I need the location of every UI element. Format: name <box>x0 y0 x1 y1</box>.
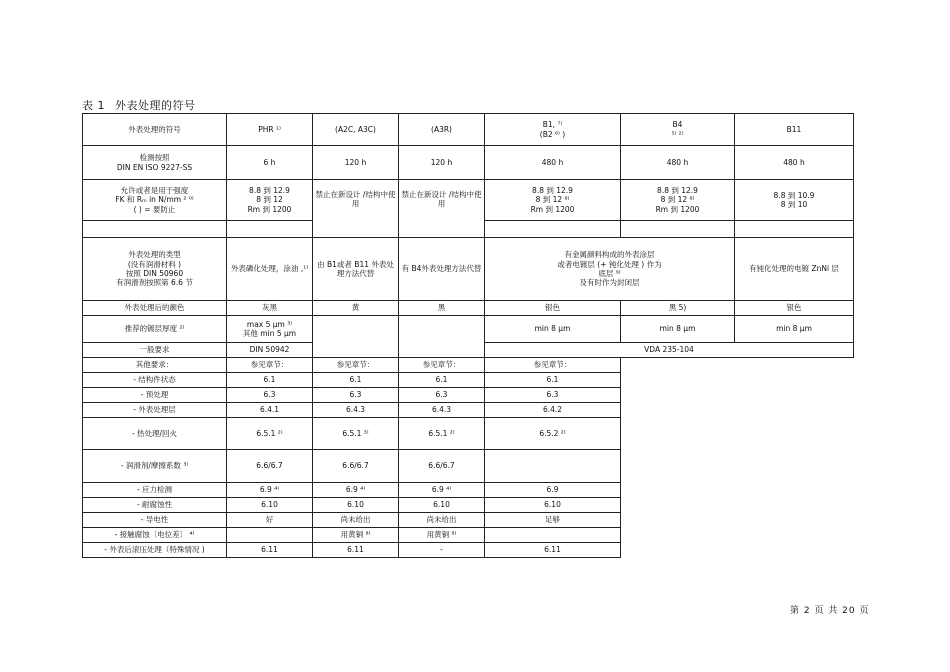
row-cell-c5: 用黄铜 ⁸⁾ <box>399 528 485 543</box>
row-cell-c6 <box>485 528 621 543</box>
thickness-phr: max 5 μm ³⁾ 其他 min 5 μm <box>227 316 313 343</box>
type-label: 外表处理的类型 (没有润滑材料 ) 按照 DIN 50960 有润滑剂按照第 6.6 节 <box>83 238 227 301</box>
table-row <box>83 498 854 513</box>
row-cell-c5: 6.3 <box>399 388 485 403</box>
row-cell-c6: 6.4.2 <box>485 403 621 418</box>
color-phr: 灰黑 <box>227 301 313 316</box>
row-cell-c4: 6.1 <box>313 373 399 388</box>
type-b1-b4: 有金属颜料构成的外表涂层 或者电镀层 (+ 钝化处理 ) 作为 底层 ⁹⁾ 及有时作为封闭层 <box>485 238 735 301</box>
thickness-b11: min 8 μm <box>735 316 854 343</box>
row-label: - 热处理/回火 <box>83 418 227 450</box>
row-cell-c1: 参见章节： <box>227 358 313 373</box>
test-a3r: 120 h <box>399 146 485 180</box>
row-cell-c5: 6.10 <box>399 498 485 513</box>
row-cell-c4: 6.4.3 <box>313 403 399 418</box>
header-b11: B11 <box>735 114 854 146</box>
row-label: - 润滑剂/摩擦系数 ³⁾ <box>83 450 227 483</box>
row-cell-c1: 6.5.1 ²⁾ <box>227 418 313 450</box>
row-label: - 外表处理层 <box>83 403 227 418</box>
surface-treatment-table <box>82 113 854 558</box>
row-cell-c1: 6.11 <box>227 543 313 558</box>
row-cell-c5: 参见章节： <box>399 358 485 373</box>
row-cell-c6: 参见章节： <box>485 358 621 373</box>
row-cell-c4: 6.5.1 ³⁾ <box>313 418 399 450</box>
row-cell-c1: 6.6/6.7 <box>227 450 313 483</box>
row-cell-c4: 6.3 <box>313 388 399 403</box>
general-label: 一般要求 <box>83 343 227 358</box>
row-cell-c6 <box>485 450 621 483</box>
row-cell-c1: 好 <box>227 513 313 528</box>
type-a2c: 由 B1或者 B11 外表处理方法代替 <box>313 238 399 301</box>
table-row <box>83 513 854 528</box>
header-b4: B4 ⁵⁾ ²⁾ <box>621 114 735 146</box>
header-phr: PHR ¹⁾ <box>227 114 313 146</box>
table-caption: 外表处理的符号 <box>115 99 196 112</box>
row-cell-c6: 足够 <box>485 513 621 528</box>
strength-a3r: 禁止在新设计 /结构中使用 <box>399 180 485 238</box>
row-cell-c4: 6.11 <box>313 543 399 558</box>
row-cell-c5: 6.4.3 <box>399 403 485 418</box>
strength-b4: 8.8 到 12.9 8 到 12 ⁸⁾ Rm 到 1200 <box>621 180 735 221</box>
row-cell-c1: 6.10 <box>227 498 313 513</box>
row-cell-c5: - <box>399 543 485 558</box>
color-a3r: 黑 <box>399 301 485 316</box>
table-row <box>83 388 854 403</box>
header-b1: B1, ⁷⁾ (B2 ⁶⁾ ) <box>485 114 621 146</box>
row-cell-c1: 6.9 ⁴⁾ <box>227 483 313 498</box>
row-label: - 导电性 <box>83 513 227 528</box>
row-label: - 外表后滚压处理（特殊情况 ) <box>83 543 227 558</box>
strength-b1: 8.8 到 12.9 8 到 12 ⁸⁾ Rm 到 1200 <box>485 180 621 221</box>
empty-a2c <box>313 316 399 358</box>
test-phr: 6 h <box>227 146 313 180</box>
table-row <box>83 450 854 483</box>
row-cell-c1 <box>227 528 313 543</box>
table-row <box>83 373 854 388</box>
row-cell-c4: 参见章节： <box>313 358 399 373</box>
table-number: 表 1 <box>82 99 105 112</box>
row-cell-c6: 6.11 <box>485 543 621 558</box>
strength-label: 允许或者是用于强度 FK 和 Rₘ in N/mm ² ⁰⁾ ( ) = 要防止 <box>83 180 227 221</box>
row-cell-c4: 6.9 ⁴⁾ <box>313 483 399 498</box>
row-label: - 应力检测 <box>83 483 227 498</box>
table-row <box>83 358 854 373</box>
general-b: VDA 235-104 <box>485 343 854 358</box>
header-label: 外表处理的符号 <box>83 114 227 146</box>
strength-a2c: 禁止在新设计 /结构中使用 <box>313 180 399 238</box>
thickness-b1: min 8 μm <box>485 316 621 343</box>
row-cell-c5: 6.9 ⁴⁾ <box>399 483 485 498</box>
page-footer: 第 2 页 共 20 页 <box>790 606 870 616</box>
row-cell-c5: 6.1 <box>399 373 485 388</box>
color-a2c: 黄 <box>313 301 399 316</box>
row-cell-c1: 6.3 <box>227 388 313 403</box>
row-cell-c4: 6.10 <box>313 498 399 513</box>
row-cell-c4: 6.6/6.7 <box>313 450 399 483</box>
row-cell-c5: 6.6/6.7 <box>399 450 485 483</box>
color-b11: 银色 <box>735 301 854 316</box>
row-label: - 结构件状态 <box>83 373 227 388</box>
type-phr: 外表磷化处理，涂油 ,¹⁾ <box>227 238 313 301</box>
type-a3r: 有 B4外表处理方法代替 <box>399 238 485 301</box>
table-row <box>83 543 854 558</box>
row-label: 其他要求： <box>83 358 227 373</box>
header-row <box>83 114 854 146</box>
type-b11: 有钝化处理的电镀 ZnNi 层 <box>735 238 854 301</box>
header-a2c: (A2C, A3C) <box>313 114 399 146</box>
row-cell-c4: 用黄铜 ⁸⁾ <box>313 528 399 543</box>
row-label: - 耐腐蚀性 <box>83 498 227 513</box>
test-label: 检测按照 DIN EN ISO 9227-SS <box>83 146 227 180</box>
row-label: - 接触腐蚀〔电位差〕 ⁴⁾ <box>83 528 227 543</box>
test-b1: 480 h <box>485 146 621 180</box>
table-row <box>83 418 854 450</box>
table-title <box>82 97 206 113</box>
row-cell-c1: 6.1 <box>227 373 313 388</box>
table-row <box>83 403 854 418</box>
row-cell-c6: 6.5.2 ²⁾ <box>485 418 621 450</box>
row-cell-c6: 6.3 <box>485 388 621 403</box>
thickness-label: 推荐的镀层厚度 ²⁾ <box>83 316 227 343</box>
table-row <box>83 528 854 543</box>
test-b4: 480 h <box>621 146 735 180</box>
color-b1: 银色 <box>485 301 621 316</box>
strength-phr: 8.8 到 12.9 8 到 12 Rm 到 1200 <box>227 180 313 221</box>
row-cell-c4: 尚未给出 <box>313 513 399 528</box>
row-cell-c1: 6.4.1 <box>227 403 313 418</box>
table-row <box>83 483 854 498</box>
thickness-b4: min 8 μm <box>621 316 735 343</box>
row-cell-c6: 6.9 <box>485 483 621 498</box>
strength-b11: 8.8 到 10.9 8 到 10 <box>735 180 854 221</box>
test-b11: 480 h <box>735 146 854 180</box>
empty-a3r <box>399 316 485 358</box>
test-row <box>83 146 854 180</box>
color-label: 外表处理后的颜色 <box>83 301 227 316</box>
general-phr: DIN 50942 <box>227 343 313 358</box>
header-a3r: (A3R) <box>399 114 485 146</box>
color-row <box>83 301 854 316</box>
color-b4: 黑 5) <box>621 301 735 316</box>
row-cell-c6: 6.1 <box>485 373 621 388</box>
thickness-row <box>83 316 854 343</box>
row-cell-c6: 6.10 <box>485 498 621 513</box>
row-cell-c5: 6.5.1 ²⁾ <box>399 418 485 450</box>
type-row <box>83 238 854 301</box>
row-cell-c5: 尚未给出 <box>399 513 485 528</box>
row-label: - 预处理 <box>83 388 227 403</box>
test-a2c: 120 h <box>313 146 399 180</box>
strength-row <box>83 180 854 221</box>
